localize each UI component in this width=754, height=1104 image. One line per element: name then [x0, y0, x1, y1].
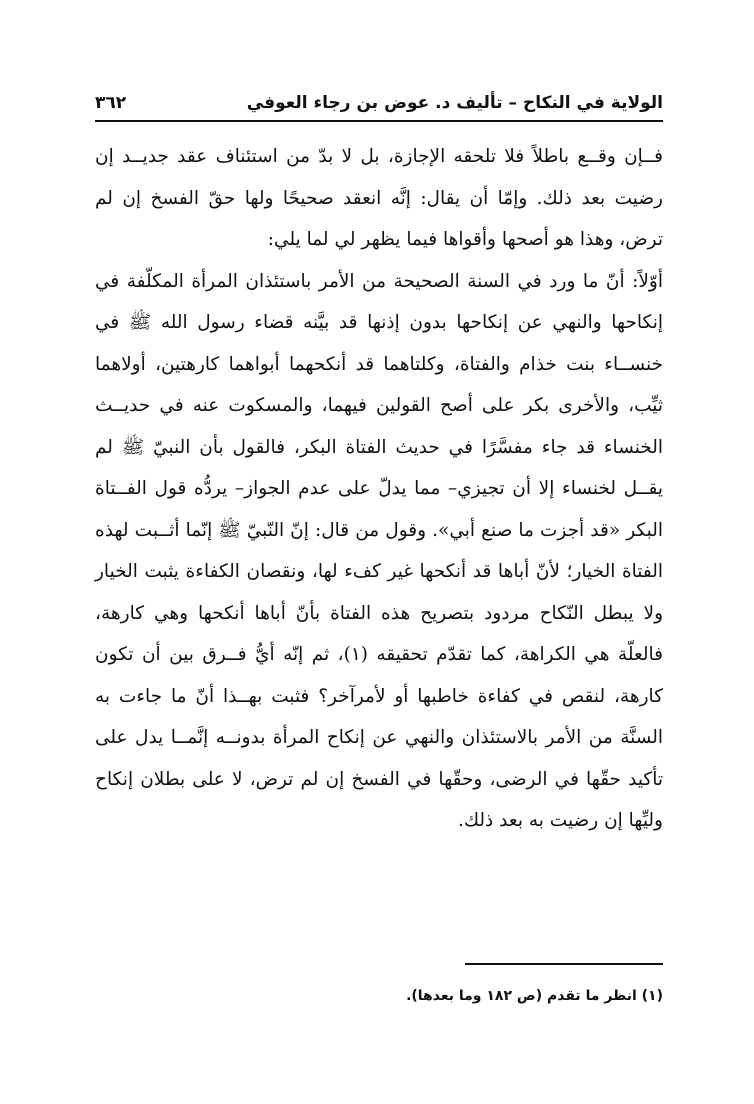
paragraph-1: فــإن وقــع باطلاً فلا تلحقه الإجازة، بل لا بدّ من استئناف عقد جديــد إن رضيت بعد ذلك. وإمّا أن يقال: إنَّه انعقد صحيحًا ولها حقّ الفسخ إن لم ترض، وهذا هو أصحها وأقواها فيما يظهر لي لما يلي: [95, 146, 663, 250]
paragraph-2: أوّلاً: أنّ ما ورد في السنة الصحيحة من الأمر باستئذان المرأة المكلّفة في إنكاحها والنهي عن إنكاحها بدون إذنها قد بيَّنه قضاء رسول الله ﷺ في خنســاء بنت خذام والفتاة، وكلتاهما قد أنكحهما أبواهما كارهتين، أولاهما ثيِّب، والأخرى بكر على أصح القولين فيهما، والمسكوت عنه في حديــث الخنساء قد جاء مفسَّرًا في حديث الفتاة البكر، فالقول بأن النبيّ ﷺ لم يقــل لخنساء إلا أن تجيزي– مما يدلّ على عدم الجواز– يردُّه قول الفــتاة البكر «قد أجزت ما صنع أبي». وقول من قال: إنّ النّبيّ ﷺ إنّما أثــبت لهذه الفتاة الخيار؛ لأنّ أباها قد أنكحها غير كفء لها، ونقصان الكفاءة يثبت الخيار ولا يبطل النّكاح مردود بتصريح هذه الفتاة بأنّ أباها أنكحها وهي كارهة، فالعلّة هي الكراهة، كما تقدّم تحقيقه (١)، ثم إنّه أيُّ فــرق بين أن تكون كارهة، لنقص في كفاءة خاطبها أو لأمرآخر؟ فثبت بهــذا أنّ ما جاءت به السنَّة من الأمر بالاستئذان والنهي عن إنكاح المرأة بدونــه إنَّمــا يدل على تأكيد حقّها في الرضى، وحقّها في الفسخ إن لم ترض، لا على بطلان إنكاح وليِّها إن رضيت به بعد ذلك. [95, 270, 663, 831]
footnote-divider [465, 963, 663, 965]
header-divider [95, 120, 663, 122]
page-header [95, 88, 663, 118]
running-title: الولاية في النكاح – تأليف د. عوض بن رجاء العوفي [246, 93, 663, 113]
main-text [95, 136, 663, 842]
footnote: (١) انظر ما تقدم (ص ١٨٢ وما بعدها). [406, 988, 663, 1004]
page-number: ٣٦٢ [95, 93, 127, 113]
